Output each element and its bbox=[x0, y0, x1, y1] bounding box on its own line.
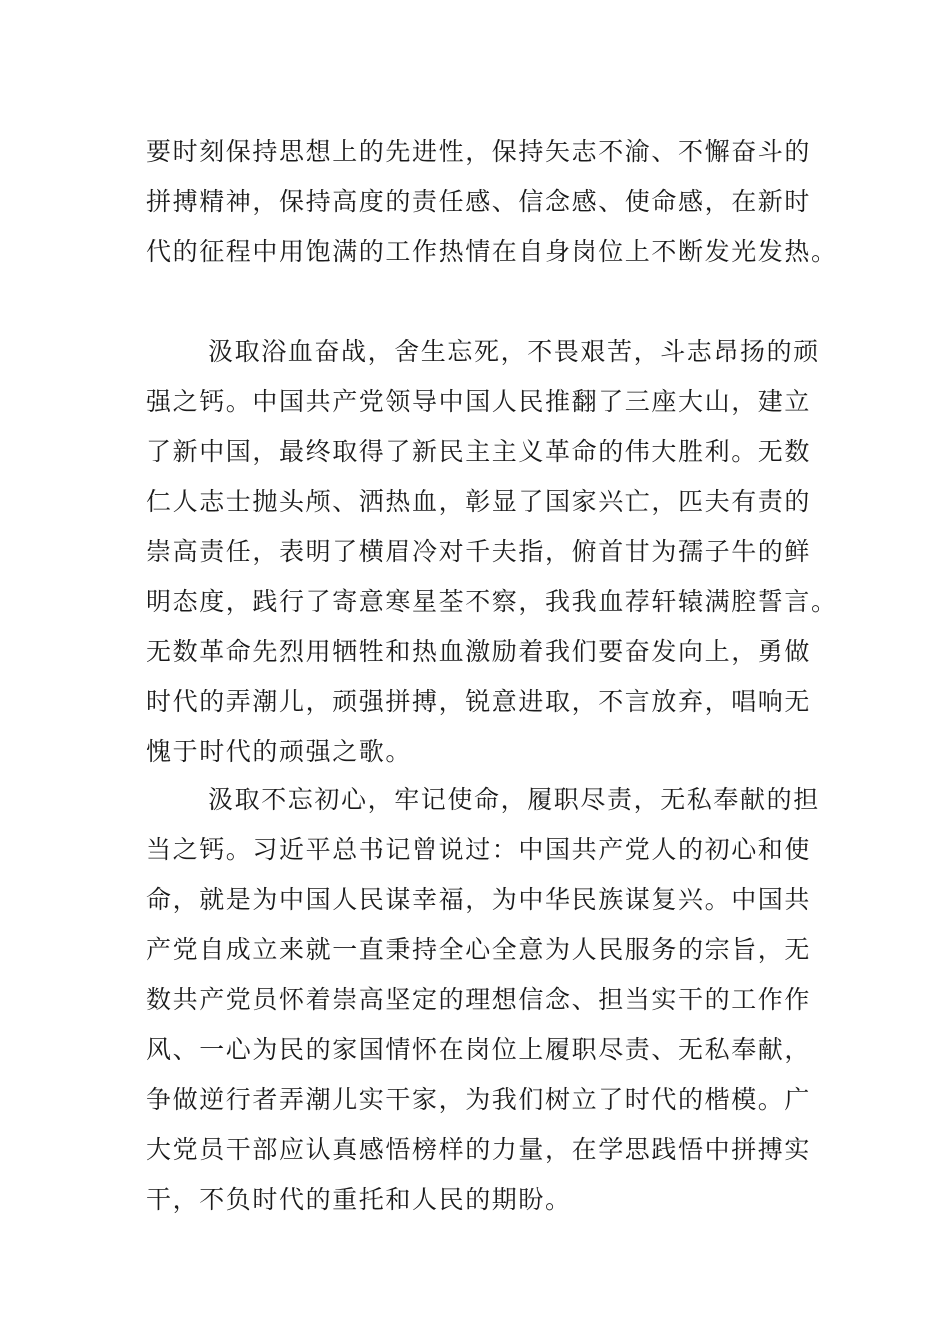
text-line: 命，就是为中国人民谋幸福，为中华民族谋复兴。中国共 bbox=[146, 885, 812, 914]
text-line: 汲取不忘初心，牢记使命，履职尽责，无私奉献的担 bbox=[208, 785, 820, 814]
text-line: 代的征程中用饱满的工作热情在自身岗位上不断发光发热。 bbox=[146, 237, 838, 266]
text-line: 拼搏精神，保持高度的责任感、信念感、使命感，在新时 bbox=[146, 187, 812, 216]
text-line: 时代的弄潮儿，顽强拼搏，锐意进取，不言放弃，唱响无 bbox=[146, 687, 812, 716]
text-line: 干，不负时代的重托和人民的期盼。 bbox=[146, 1185, 572, 1214]
text-line: 要时刻保持思想上的先进性，保持矢志不渝、不懈奋斗的 bbox=[146, 137, 812, 166]
text-line: 了新中国，最终取得了新民主主义革命的伟大胜利。无数 bbox=[146, 437, 812, 466]
text-line: 争做逆行者弄潮儿实干家，为我们树立了时代的楷模。广 bbox=[146, 1085, 812, 1114]
text-line: 汲取浴血奋战，舍生忘死，不畏艰苦，斗志昂扬的顽 bbox=[208, 337, 820, 366]
paragraph-responsibility bbox=[146, 775, 820, 1225]
text-line: 仁人志士抛头颅、洒热血，彰显了国家兴亡，匹夫有责的 bbox=[146, 487, 812, 516]
paragraph-continuation bbox=[146, 127, 838, 277]
text-line: 当之钙。习近平总书记曾说过：中国共产党人的初心和使 bbox=[146, 835, 812, 864]
text-line: 产党自成立来就一直秉持全心全意为人民服务的宗旨，无 bbox=[146, 935, 812, 964]
text-line: 数共产党员怀着崇高坚定的理想信念、担当实干的工作作 bbox=[146, 985, 812, 1014]
paragraph-resilience bbox=[146, 327, 838, 777]
text-line: 明态度，践行了寄意寒星荃不察，我我血荐轩辕满腔誓言。 bbox=[146, 587, 838, 616]
text-line: 愧于时代的顽强之歌。 bbox=[146, 737, 413, 766]
text-line: 无数革命先烈用牺牲和热血激励着我们要奋发向上，勇做 bbox=[146, 637, 812, 666]
text-line: 强之钙。中国共产党领导中国人民推翻了三座大山，建立 bbox=[146, 387, 812, 416]
text-line: 崇高责任，表明了横眉冷对千夫指，俯首甘为孺子牛的鲜 bbox=[146, 537, 812, 566]
text-line: 风、一心为民的家国情怀在岗位上履职尽责、无私奉献， bbox=[146, 1035, 812, 1064]
text-line: 大党员干部应认真感悟榜样的力量，在学思践悟中拼搏实 bbox=[146, 1135, 812, 1164]
